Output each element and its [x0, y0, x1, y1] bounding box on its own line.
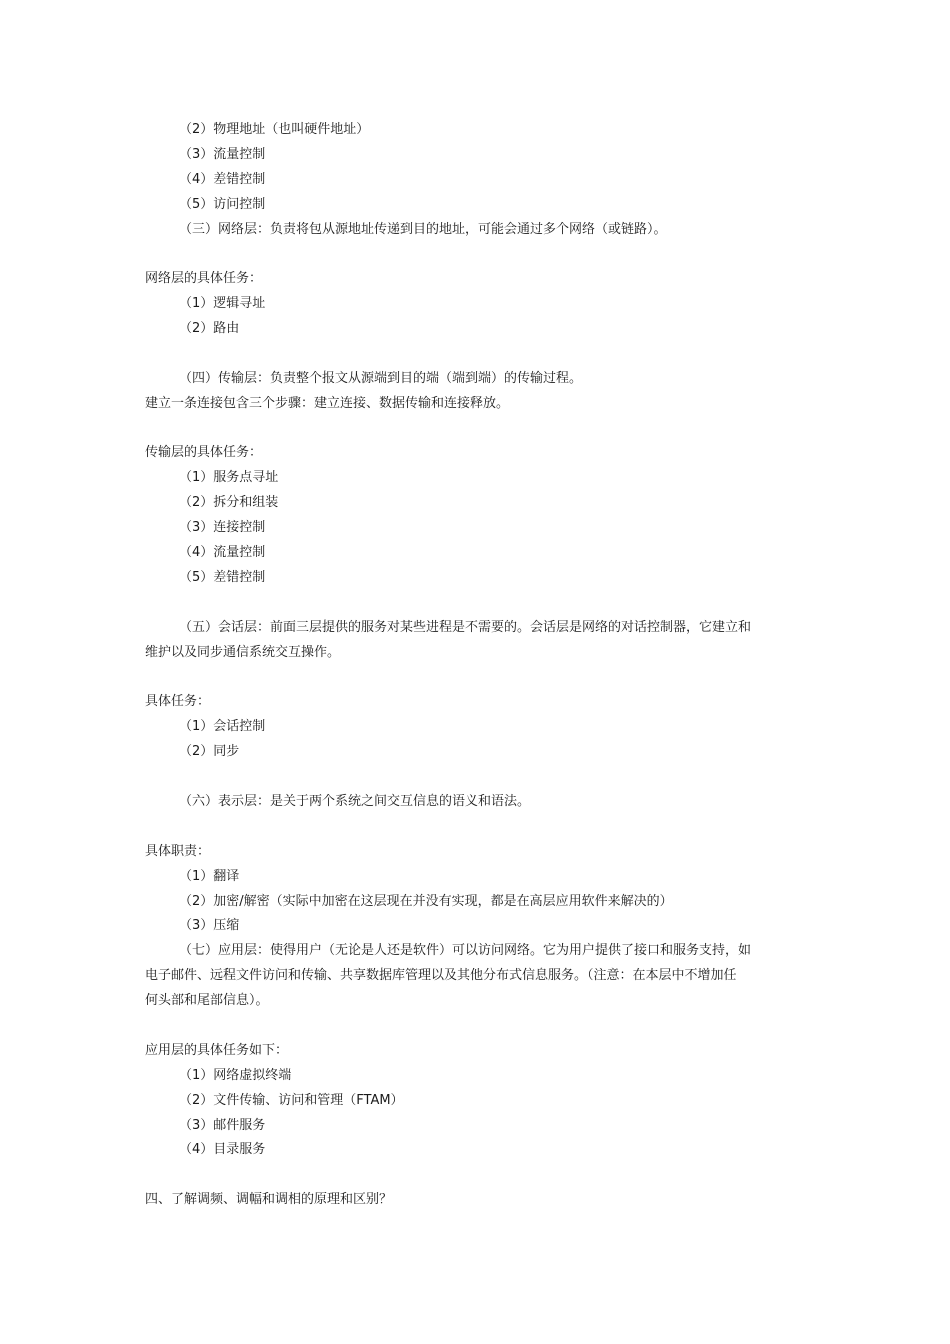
text-line: 电子邮件、远程文件访问和传输、共享数据库管理以及其他分布式信息服务。（注意：在本层中不增加任	[145, 968, 737, 983]
section-heading: （五）会话层：前面三层提供的服务对某些进程是不需要的。会话层是网络的对话控制器，它建立和	[179, 620, 752, 635]
text-line: （2）路由	[179, 321, 240, 336]
question-heading: 四、了解调频、调幅和调相的原理和区别？	[145, 1192, 393, 1207]
text-line: （4）差错控制	[179, 172, 266, 187]
subheading: 应用层的具体任务如下：	[145, 1043, 289, 1058]
text-line: 何头部和尾部信息）。	[145, 993, 269, 1008]
text-line: （4）流量控制	[179, 545, 266, 560]
text-line: （3）压缩	[179, 918, 240, 933]
text-line: （1）翻译	[179, 869, 240, 884]
subheading: 具体任务：	[145, 694, 211, 709]
section-heading: （四）传输层：负责整个报文从源端到目的端（端到端）的传输过程。	[179, 371, 583, 386]
section-heading: （六）表示层：是关于两个系统之间交互信息的语义和语法。	[179, 794, 531, 809]
subheading: 网络层的具体任务：	[145, 271, 263, 286]
text-line: （2）文件传输、访问和管理（FTAM）	[179, 1093, 404, 1108]
text-line: （3）流量控制	[179, 147, 266, 162]
subheading: 具体职责：	[145, 844, 211, 859]
text-line: 维护以及同步通信系统交互操作。	[145, 645, 341, 660]
text-line: （5）差错控制	[179, 570, 266, 585]
text-line: 建立一条连接包含三个步骤：建立连接、数据传输和连接释放。	[145, 396, 510, 411]
text-line: （4）目录服务	[179, 1142, 266, 1157]
text-line: （1）会话控制	[179, 719, 266, 734]
text-line: （1）服务点寻址	[179, 470, 279, 485]
text-line: （2）拆分和组装	[179, 495, 279, 510]
text-line: （2）同步	[179, 744, 240, 759]
text-line: （1）网络虚拟终端	[179, 1068, 292, 1083]
text-line: （2）加密/解密（实际中加密在这层现在并没有实现，都是在高层应用软件来解决的）	[179, 894, 673, 909]
text-line: （3）连接控制	[179, 520, 266, 535]
section-heading: （七）应用层：使得用户（无论是人还是软件）可以访问网络。它为用户提供了接口和服务支持，如	[179, 943, 752, 958]
text-line: （1）逻辑寻址	[179, 296, 266, 311]
text-line: （2）物理地址（也叫硬件地址）	[179, 122, 370, 137]
text-line: （5）访问控制	[179, 197, 266, 212]
text-line: （3）邮件服务	[179, 1118, 266, 1133]
section-heading: （三）网络层：负责将包从源地址传递到目的地址，可能会通过多个网络（或链路）。	[179, 222, 667, 237]
subheading: 传输层的具体任务：	[145, 445, 263, 460]
